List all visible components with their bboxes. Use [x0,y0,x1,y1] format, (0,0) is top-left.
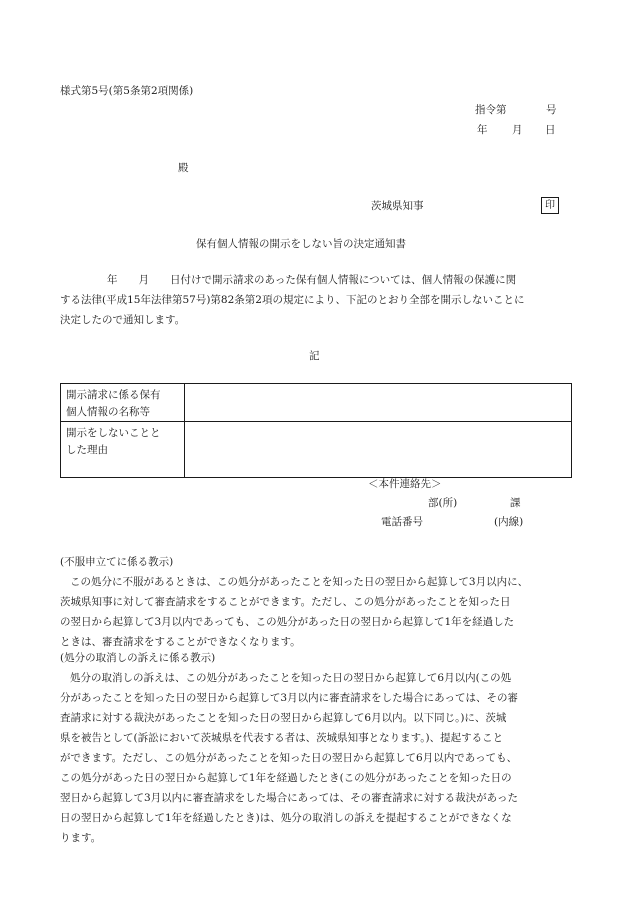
row-value [185,384,572,422]
ki-heading: 記 [309,350,320,362]
row-label-line: 開示をしないことと [66,427,161,439]
lawsuit-heading: (処分の取消しの訴えに係る教示) [60,652,216,664]
seal-mark: 印 [541,197,559,214]
directive-number-suffix: 号 [546,104,557,116]
sender-title: 茨城県知事 [371,200,424,212]
body-line: 年 月 日付けで開示請求のあった保有個人情報については、個人情報の保護に関 [107,274,517,286]
date-month: 月 [512,124,523,136]
date-day: 日 [545,124,556,136]
objection-heading: (不服申立てに係る教示) [60,556,174,568]
lawsuit-line: 処分の取消しの訴えは、この処分があったことを知った日の翌日から起算して6月以内(この処 [70,672,512,684]
lawsuit-line: 分があったことを知った日の翌日から起算して3月以内に審査請求をした場合にあっては、その審 [60,692,518,704]
lawsuit-line: 翌日から起算して3月以内に審査請求をした場合にあっては、その審査請求に対する裁決があった [60,792,518,804]
addressee-honorific: 殿 [178,162,189,174]
lawsuit-line: 日の翌日から起算して1年を経過したとき)は、処分の取消しの訴えを提起することができなくな [60,812,512,824]
objection-line: 茨城県知事に対して審査請求をすることができます。ただし、この処分があったことを知った日 [60,596,511,608]
body-line: 決定したので通知します。 [60,314,186,326]
objection-line: の翌日から起算して3月以内であっても、この処分があった日の翌日から起算して1年を経過した [60,616,515,628]
objection-notice [60,552,580,652]
contact-extension-label: (内線) [494,516,524,528]
lawsuit-notice [60,648,580,848]
contact-phone-label: 電話番号 [381,516,423,528]
objection-line: この処分に不服があるときは、この処分があったことを知った日の翌日から起算して3月以内に、 [70,576,529,588]
objection-line: ときは、審査請求をすることができなくなります。 [60,636,301,648]
row-label [61,422,185,478]
contact-heading: ＜本件連絡先＞ [368,478,442,490]
detail-table [60,383,572,478]
body-line: する法律(平成15年法律第57号)第82条第2項の規定により、下記のとおり全部を開示しないことに [60,294,525,306]
lawsuit-line: この処分があった日の翌日から起算して1年を経過したとき(この処分があったことを知った日の [60,772,512,784]
contact-department-label: 部(所) [428,497,458,509]
contact-section-label: 課 [510,497,521,509]
body-paragraph [60,270,580,330]
lawsuit-line: 県を被告として(訴訟において茨城県を代表する者は、茨城県知事となります。)、提起すること [60,732,504,744]
lawsuit-line: ります。 [60,832,102,844]
row-label [61,384,185,422]
lawsuit-line: ができます。ただし、この処分があったことを知った日の翌日から起算して6月以内であっても、 [60,752,518,764]
row-label-line: 開示請求に係る保有 [66,389,161,401]
row-label-line: 個人情報の名称等 [66,406,150,418]
table-row [61,422,572,478]
row-value [185,422,572,478]
row-label-line: した理由 [66,444,108,456]
lawsuit-line: 査請求に対する裁決があったことを知った日の翌日から起算して6月以内。以下同じ。)に、茨城 [60,712,507,724]
form-number: 様式第5号(第5条第2項関係) [60,85,194,97]
directive-number-label: 指令第 [475,104,507,116]
date-year: 年 [477,124,488,136]
document-title: 保有個人情報の開示をしない旨の決定通知書 [196,238,406,250]
table-row [61,384,572,422]
